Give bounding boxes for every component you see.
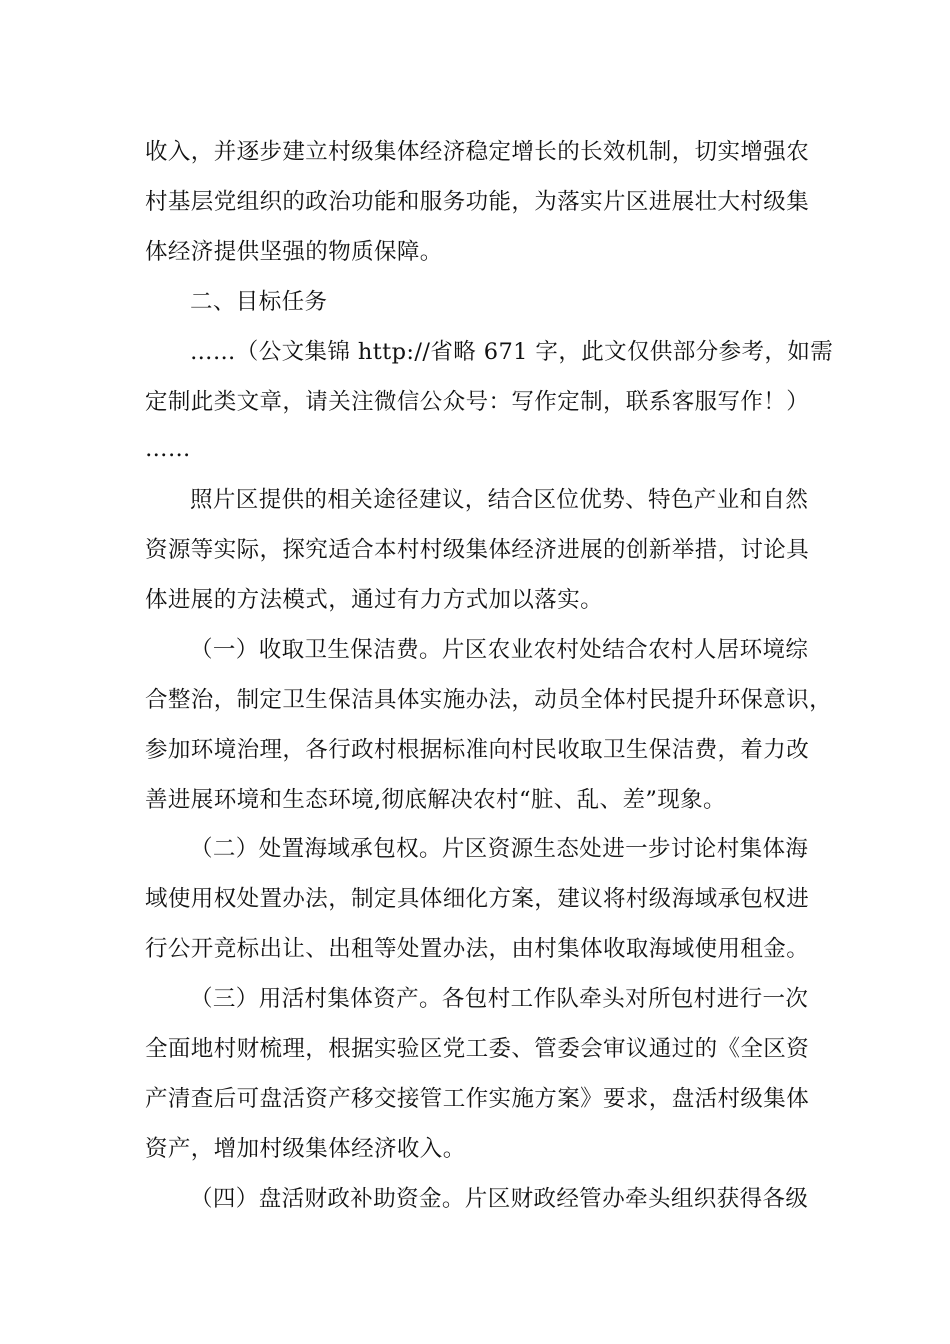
text-line: （四）盘活财政补助资金。片区财政经管办牵头组织获得各级 (190, 1186, 809, 1212)
text-line: 体进展的方法模式，通过有力方式加以落实。 (145, 587, 604, 613)
text-line: （二）处置海域承包权。片区资源生态处进一步讨论村集体海 (190, 836, 809, 862)
text-line: 合整治，制定卫生保洁具体实施办法，动员全体村民提升环保意识， (145, 687, 833, 713)
text-line: 域使用权处置办法，制定具体细化方案，建议将村级海域承包权进 (145, 886, 810, 912)
text-line: 善进展环境和生态环境,彻底解决农村“脏、乱、差”现象。 (145, 787, 726, 813)
text-line: ……（公文集锦 http://省略 671 字，此文仅供部分参考，如需 (190, 339, 834, 365)
text-line: 照片区提供的相关途径建议，结合区位优势、特色产业和自然 (190, 487, 809, 513)
text-line: 行公开竞标出让、出租等处置办法，由村集体收取海域使用租金。 (145, 936, 810, 962)
text-line: 参加环境治理，各行政村根据标准向村民收取卫生保洁费，着力改 (145, 737, 810, 763)
text-line: （三）用活村集体资产。各包村工作队牵头对所包村进行一次 (190, 986, 809, 1012)
text-line: 资产，增加村级集体经济收入。 (145, 1136, 466, 1162)
text-line: 村基层党组织的政治功能和服务功能，为落实片区进展壮大村级集 (145, 189, 810, 215)
text-line: 收入，并逐步建立村级集体经济稳定增长的长效机制，切实增强农 (145, 139, 810, 165)
text-line: 体经济提供坚强的物质保障。 (145, 239, 443, 265)
text-line: 定制此类文章，请关注微信公众号：写作定制，联系客服写作！） (145, 389, 810, 415)
text-line: （一）收取卫生保洁费。片区农业农村处结合农村人居环境综 (190, 637, 809, 663)
text-line: 全面地村财梳理，根据实验区党工委、管委会审议通过的《全区资 (145, 1036, 810, 1062)
text-line: 产清查后可盘活资产移交接管工作实施方案》要求，盘活村级集体 (145, 1086, 810, 1112)
text-line: …… (145, 436, 191, 462)
text-line: 资源等实际，探究适合本村村级集体经济进展的创新举措，讨论具 (145, 537, 810, 563)
section-heading: 二、目标任务 (190, 289, 328, 315)
